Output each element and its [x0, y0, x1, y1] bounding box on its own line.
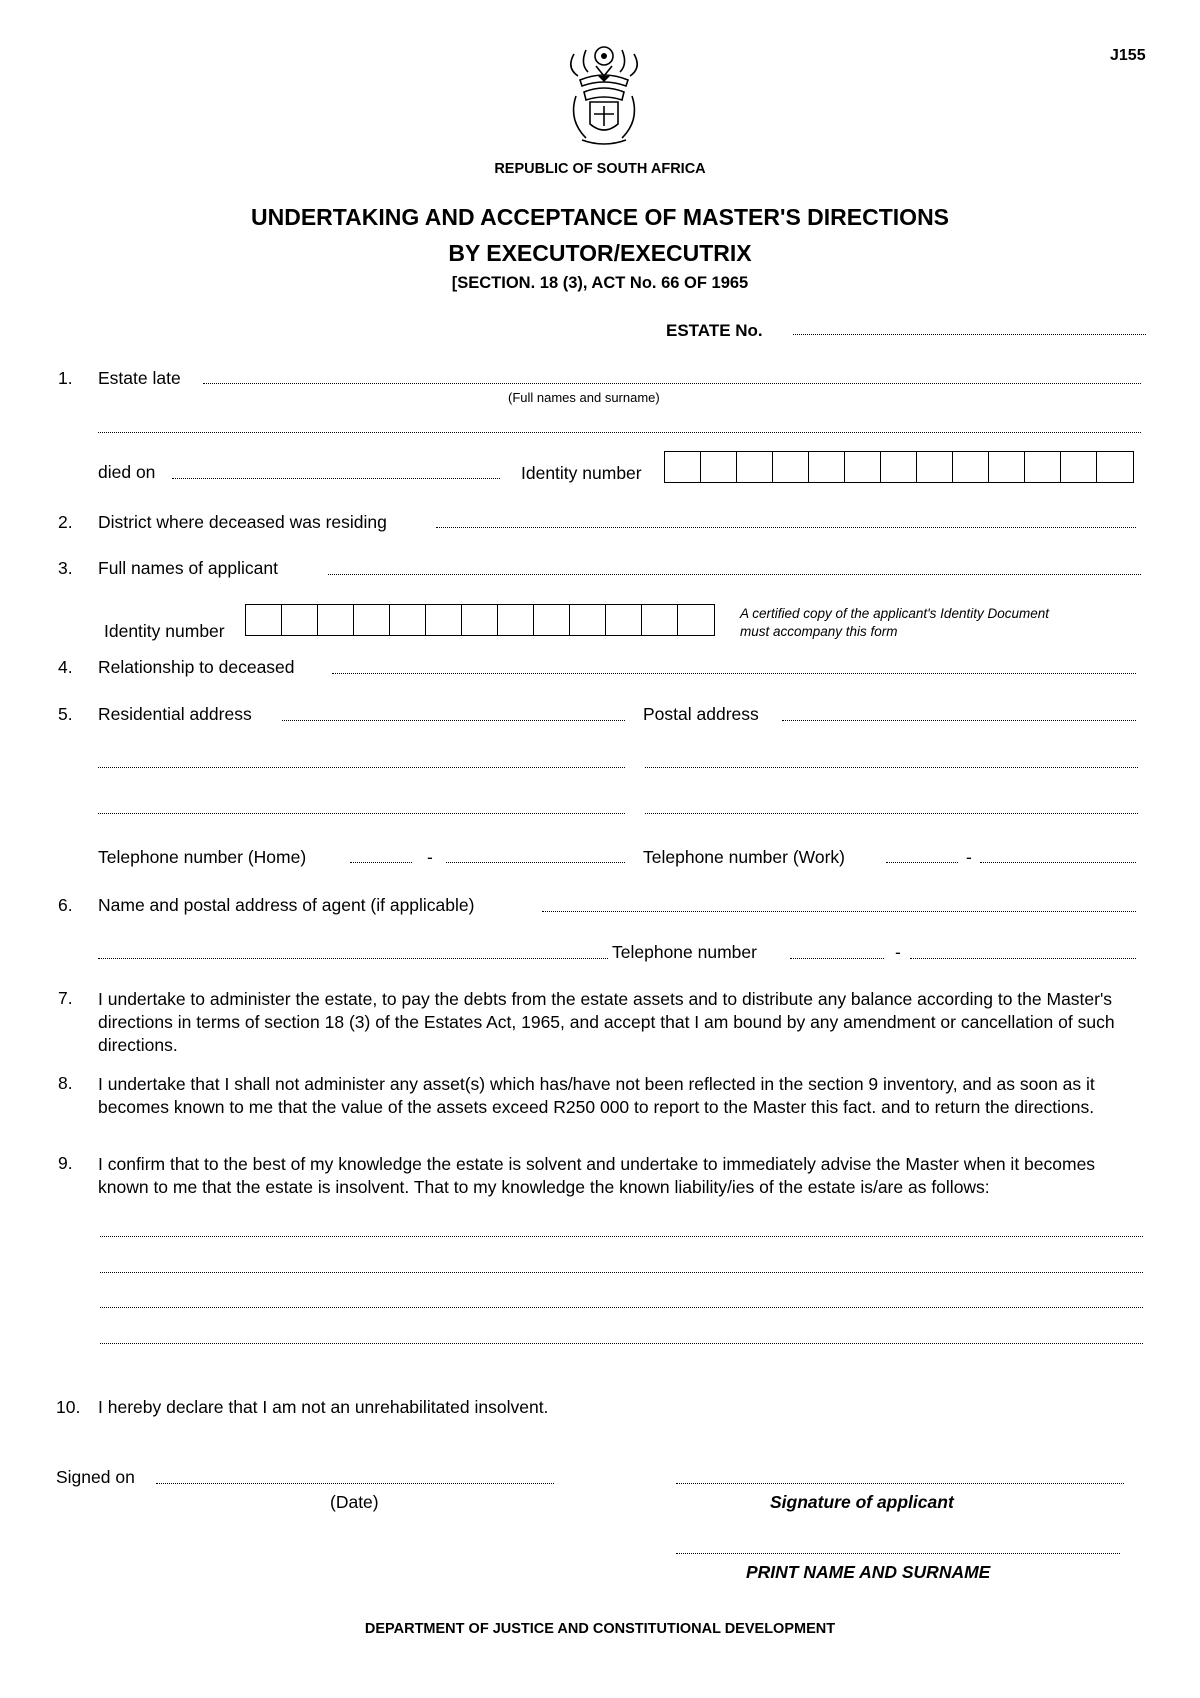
agent-tel-code-field[interactable] [790, 958, 884, 959]
tel-work-dash: - [966, 847, 972, 867]
residential-address-line2[interactable] [98, 767, 625, 768]
agent-field[interactable] [542, 911, 1136, 912]
signed-on-label: Signed on [56, 1467, 135, 1487]
residential-address-line3[interactable] [98, 813, 625, 814]
signature-field[interactable] [676, 1483, 1124, 1484]
tel-home-label: Telephone number (Home) [98, 847, 307, 867]
coat-of-arms-emblem [556, 40, 652, 157]
item-number-8: 8. [58, 1073, 73, 1093]
district-field[interactable] [436, 527, 1136, 528]
undertaking-statement-7: I undertake to administer the estate, to pay the debts from the estate assets and to distribute any balance according to the Master's directions in terms of section 18 (3) of the Estates Act, 1965, and accept that I am bound by any amendment or cancellation of such directions. [98, 989, 1115, 1055]
estate-number-field[interactable] [793, 334, 1146, 335]
tel-work-number-field[interactable] [980, 862, 1136, 863]
liabilities-line-2[interactable] [100, 1272, 1143, 1273]
liabilities-line-3[interactable] [100, 1307, 1143, 1308]
form-title-line1: UNDERTAKING AND ACCEPTANCE OF MASTER'S DIRECTIONS [250, 204, 950, 230]
section-reference: [SECTION. 18 (3), ACT No. 66 OF 1965 [451, 274, 749, 292]
applicant-names-label: Full names of applicant [98, 558, 278, 578]
postal-address-label: Postal address [643, 704, 759, 724]
id-document-note-line2: must accompany this form [740, 624, 898, 639]
tel-home-number-field[interactable] [446, 862, 625, 863]
applicant-identity-label: Identity number [104, 621, 225, 641]
tel-work-label: Telephone number (Work) [643, 847, 845, 867]
date-hint: (Date) [330, 1492, 379, 1512]
item-number-9: 9. [58, 1153, 73, 1173]
full-names-hint: (Full names and surname) [508, 390, 660, 405]
agent-field-line2[interactable] [98, 958, 608, 959]
tel-home-dash: - [427, 847, 433, 867]
postal-address-line3[interactable] [645, 813, 1138, 814]
print-name-field[interactable] [676, 1553, 1120, 1554]
form-code: J155 [1110, 47, 1146, 64]
item-number-5: 5. [58, 704, 73, 724]
item-number-10: 10. [56, 1397, 81, 1417]
liabilities-line-4[interactable] [100, 1343, 1143, 1344]
estate-late-field-line2[interactable] [98, 432, 1141, 433]
deceased-identity-label: Identity number [521, 463, 642, 483]
liabilities-line-1[interactable] [100, 1236, 1143, 1237]
estate-number-label: ESTATE No. [666, 321, 763, 340]
applicant-identity-boxes[interactable] [245, 604, 715, 636]
deceased-identity-boxes[interactable] [664, 451, 1134, 483]
residential-address-field[interactable] [282, 720, 625, 721]
signed-on-date-field[interactable] [156, 1483, 554, 1484]
item-number-2: 2. [58, 512, 73, 532]
tel-home-code-field[interactable] [350, 862, 412, 863]
died-on-label: died on [98, 462, 156, 482]
form-title-line2: BY EXECUTOR/EXECUTRIX [448, 240, 752, 266]
applicant-names-field[interactable] [328, 574, 1141, 575]
postal-address-line2[interactable] [645, 767, 1138, 768]
agent-tel-label: Telephone number [612, 942, 757, 962]
item-number-3: 3. [58, 558, 73, 578]
estate-late-field[interactable] [203, 383, 1141, 384]
relationship-field[interactable] [332, 673, 1136, 674]
id-document-note-line1: A certified copy of the applicant's Identity Document [740, 606, 1049, 621]
undertaking-statement-8: I undertake that I shall not administer any asset(s) which has/have not been reflected in the section 9 inventory, and as soon as it becomes known to me that the value of the assets exceed R250 000 to report to the Master this fact. and to return the directions. [98, 1074, 1095, 1117]
agent-tel-dash: - [895, 942, 901, 962]
insolvency-declaration-10: I hereby declare that I am not an unrehabilitated insolvent. [98, 1397, 549, 1417]
died-on-field[interactable] [172, 478, 500, 479]
agent-tel-number-field[interactable] [910, 958, 1136, 959]
residential-address-label: Residential address [98, 704, 252, 724]
agent-label: Name and postal address of agent (if applicable) [98, 895, 475, 915]
postal-address-field[interactable] [782, 720, 1136, 721]
tel-work-code-field[interactable] [886, 862, 958, 863]
country-heading: REPUBLIC OF SOUTH AFRICA [494, 161, 706, 177]
item-number-7: 7. [58, 988, 73, 1008]
district-label: District where deceased was residing [98, 512, 387, 532]
estate-late-label: Estate late [98, 368, 181, 388]
signature-label: Signature of applicant [770, 1492, 954, 1512]
solvency-statement-9: I confirm that to the best of my knowledge the estate is solvent and undertake to immediately advise the Master when it becomes known to me that the estate is insolvent. That to my knowledge the known liability/ies of the estate is/are as follows: [98, 1154, 1096, 1197]
item-number-6: 6. [58, 895, 73, 915]
item-number-1: 1. [58, 368, 73, 388]
relationship-label: Relationship to deceased [98, 657, 295, 677]
department-footer: DEPARTMENT OF JUSTICE AND CONSTITUTIONAL DEVELOPMENT [364, 1621, 836, 1637]
print-name-label: PRINT NAME AND SURNAME [746, 1562, 991, 1582]
item-number-4: 4. [58, 657, 73, 677]
